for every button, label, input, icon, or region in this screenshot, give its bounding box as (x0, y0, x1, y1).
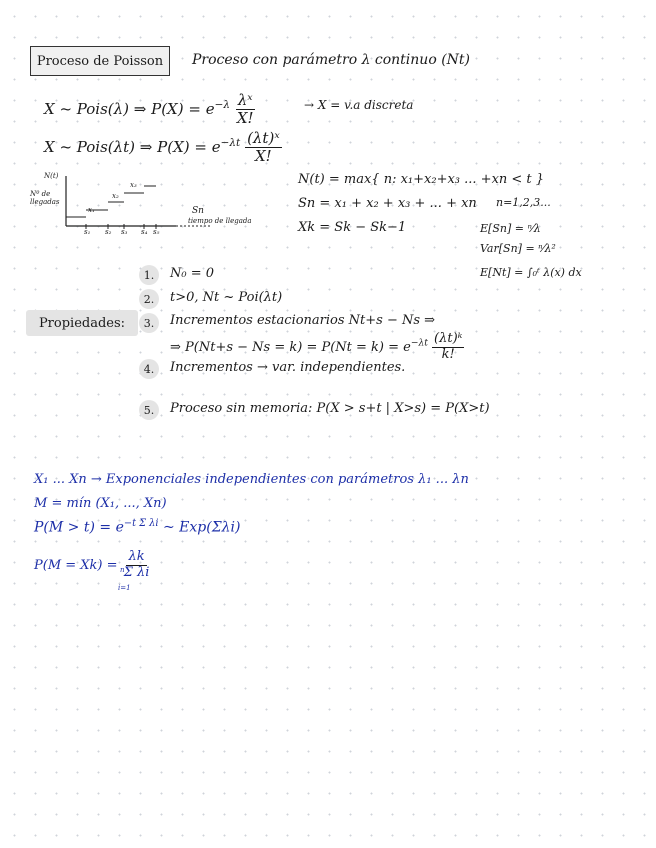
properties-label: Propiedades: (38, 315, 126, 331)
property-1: N₀ = 0 (170, 266, 215, 281)
expected-nt: E[Nt] = ∫₀ᵗ λ(x) dx (480, 266, 582, 279)
graph-tick-label-3: s₃ (121, 228, 128, 236)
expected-sn: E[Sn] = ⁿ⁄λ (480, 222, 541, 235)
properties-label-box (26, 310, 138, 336)
property-number-3: 3. (139, 313, 159, 333)
graph-step-label-1: x₁ (88, 206, 95, 214)
discrete-note: → X = v.a discreta (304, 98, 414, 112)
graph-y-sub-label-1: Nº de (30, 190, 51, 198)
formula-pois-lambda-t: X ~ Pois(λt) ⇒ $P(X) = e^{-\lambda t}$ $\frac{\text{(λt)ˣ}}{X!}$ (44, 129, 280, 166)
property-5: Proceso sin memoria: P(X > s+t | X>s) = P(X>t) (170, 401, 490, 416)
variance-sn: Var[Sn] = ⁿ⁄λ² (480, 242, 556, 255)
page-title: Proceso de Poisson (36, 53, 164, 69)
graph-step-label-2: x₂ (112, 192, 119, 200)
graph-tick-label-2: s₂ (105, 228, 112, 236)
n-range: n=1,2,3... (496, 196, 551, 209)
formula-pois-lambda: X ~ Pois(λ) ⇒ $P(X) = e^{-\lambda}$ $\frac{\text{λˣ}}{X!}$ (44, 91, 254, 128)
blue-sum-bottom: i=1 (118, 584, 131, 592)
property-3: Incrementos estacionarios Nt+s − Ns ⇒ (170, 313, 436, 328)
subtitle: Proceso con parámetro λ continuo (Nt) (192, 52, 470, 68)
xk-definition: Xk = Sk − Sk−1 (298, 220, 407, 235)
graph-y-sub-label-2: llegadas (30, 198, 60, 206)
title-box (30, 46, 170, 76)
property-number-4: 4. (139, 359, 159, 379)
graph-x-label: Sn (192, 206, 204, 216)
property-number-5: 5. (139, 400, 159, 420)
property-2: t>0, Nt ~ Poi(λt) (170, 290, 283, 305)
graph-y-label: N(t) (44, 172, 59, 180)
nt-definition: N(t) = max{ n: x₁+x₂+x₃ ... +xn < t } (298, 172, 545, 187)
blue-sum-top: n (120, 566, 125, 574)
blue-note-line-3: $P(M > t) = e^{-t \Sigma \lambda i}$ ~ Exp(Σλi) (34, 518, 241, 536)
graph-x-sub-label: tiempo de llegada (188, 217, 252, 225)
property-number-1: 1. (139, 265, 159, 285)
blue-note-line-2: M = mín (X₁, ..., Xn) (34, 496, 167, 511)
blue-note-line-4: P(M = Xk) = $\frac{\lambda k}{\text{Σ λi}}$ (34, 549, 150, 580)
graph-tick-label-5: s₅ (153, 228, 160, 236)
property-3-line-2: ⇒ $P(Nt+s - Ns = k) = P(Nt = k) = e^{-\lambda t}$ $\frac{\text{(λt)ᵏ}}{k!}$ (170, 331, 463, 362)
graph-tick-label-4: s₄ (141, 228, 148, 236)
property-number-2: 2. (139, 289, 159, 309)
graph-tick-label-1: s₁ (84, 228, 91, 236)
blue-note-line-1: X₁ ... Xn → Exponenciales independientes con parámetros λ₁ ... λn (34, 472, 469, 487)
graph-step-label-3: x₃ (130, 181, 137, 189)
property-4: Incrementos → var. independientes. (170, 360, 406, 375)
sn-definition: Sn = x₁ + x₂ + x₃ + ... + xn (298, 196, 477, 211)
